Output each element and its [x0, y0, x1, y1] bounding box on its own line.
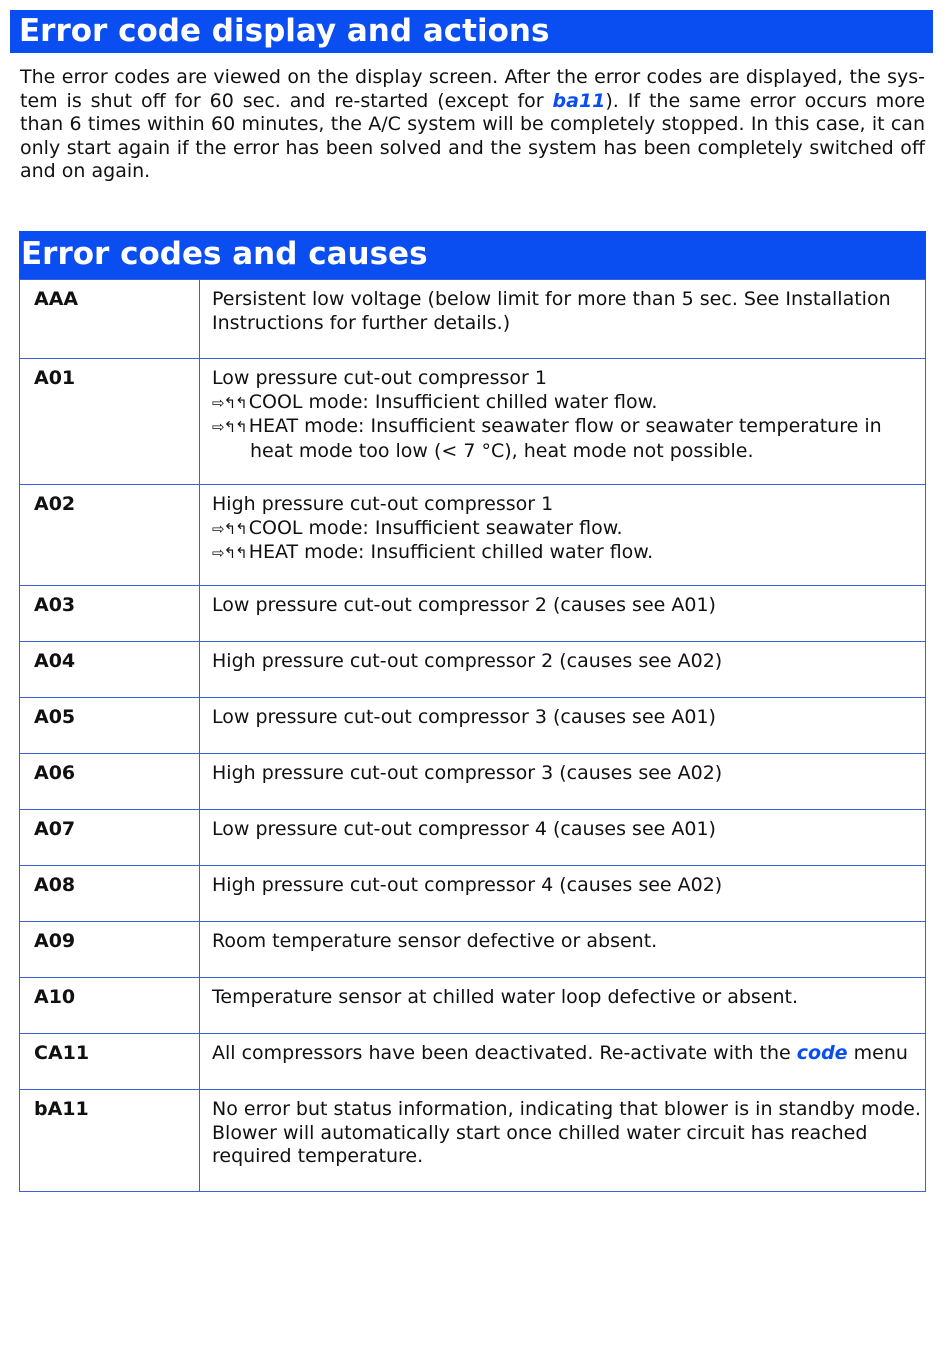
error-code: A05: [20, 698, 200, 754]
error-description: Low pressure cut-out compressor 2 (causes see A01): [200, 586, 926, 642]
error-code: A10: [20, 978, 200, 1034]
error-description: High pressure cut-out compressor 2 (causes see A02): [200, 642, 926, 698]
table-row: [20, 698, 926, 754]
error-code: A08: [20, 866, 200, 922]
table-row: [20, 586, 926, 642]
description-bullet: ⇨↰↰ COOL mode: Insufficient seawater flow.: [212, 516, 623, 539]
error-code: A06: [20, 754, 200, 810]
description-continuation: heat mode too low (< 7 °C), heat mode not possible.: [250, 439, 754, 462]
table-title: Error codes and causes: [19, 231, 926, 279]
intro-paragraph: [20, 66, 925, 184]
table-row: [20, 922, 926, 978]
intro-text-1: The error codes are viewed on the display screen. After the error codes are displayed, the sys-tem is shut off for 60 sec. and re-started (except for: [20, 66, 925, 112]
table-row: [20, 866, 926, 922]
error-description: Room temperature sensor defective or absent.: [200, 922, 926, 978]
description-main: High pressure cut-out compressor 1: [212, 493, 554, 515]
error-description: No error but status information, indicating that blower is in standby mode. Blower will automatically start once chilled water circuit has reached required temperature.: [200, 1090, 926, 1192]
description-main: Low pressure cut-out compressor 1: [212, 367, 547, 389]
error-description: [200, 485, 926, 586]
error-description: All compressors have been deactivated. Re-activate with the code menu: [200, 1034, 926, 1090]
error-description: High pressure cut-out compressor 4 (causes see A02): [200, 866, 926, 922]
error-description: [200, 359, 926, 485]
arrow-icon: ⇨↰↰: [212, 418, 247, 436]
description-bullet: ⇨↰↰ HEAT mode: Insufficient seawater flow or seawater temperature in: [212, 415, 882, 437]
error-code: AAA: [20, 280, 200, 359]
error-code: A01: [20, 359, 200, 485]
error-description: Low pressure cut-out compressor 3 (causes see A01): [200, 698, 926, 754]
error-code: A07: [20, 810, 200, 866]
error-code: A03: [20, 586, 200, 642]
table-row: [20, 642, 926, 698]
error-codes-table: [19, 231, 926, 1192]
table-row: [20, 754, 926, 810]
arrow-icon: ⇨↰↰: [212, 393, 247, 412]
table-row: [20, 1090, 926, 1192]
intro-text-2: ). If the same error occurs more than 6 times within 60 minutes, the A/C system will be completely stopped. In this case, it can only start again if the error has been solved and the system has been completely switched off and on again.: [20, 89, 926, 182]
intro-highlight: ba11: [552, 89, 606, 112]
table-row: [20, 978, 926, 1034]
arrow-icon: ⇨↰↰: [212, 544, 247, 562]
error-description: Low pressure cut-out compressor 4 (causes see A01): [200, 810, 926, 866]
page-title: Error code display and actions: [10, 10, 933, 53]
table-row: [20, 359, 926, 485]
table-row: [20, 485, 926, 586]
error-table: [19, 279, 926, 1192]
arrow-icon: ⇨↰↰: [212, 519, 247, 538]
error-description: Temperature sensor at chilled water loop defective or absent.: [200, 978, 926, 1034]
error-code: CA11: [20, 1034, 200, 1090]
table-row: [20, 280, 926, 359]
table-row: [20, 1034, 926, 1090]
error-code: A09: [20, 922, 200, 978]
description-bullet: ⇨↰↰ HEAT mode: Insufficient chilled water flow.: [212, 541, 654, 563]
error-description: Persistent low voltage (below limit for more than 5 sec. See Installation Instructions for further details.): [200, 280, 926, 359]
code-menu-highlight: code: [796, 1042, 848, 1064]
error-code: A02: [20, 485, 200, 586]
table-row: [20, 810, 926, 866]
error-code: A04: [20, 642, 200, 698]
error-code: bA11: [20, 1090, 200, 1192]
error-description: High pressure cut-out compressor 3 (causes see A02): [200, 754, 926, 810]
description-bullet: ⇨↰↰ COOL mode: Insufficient chilled water flow.: [212, 390, 658, 413]
